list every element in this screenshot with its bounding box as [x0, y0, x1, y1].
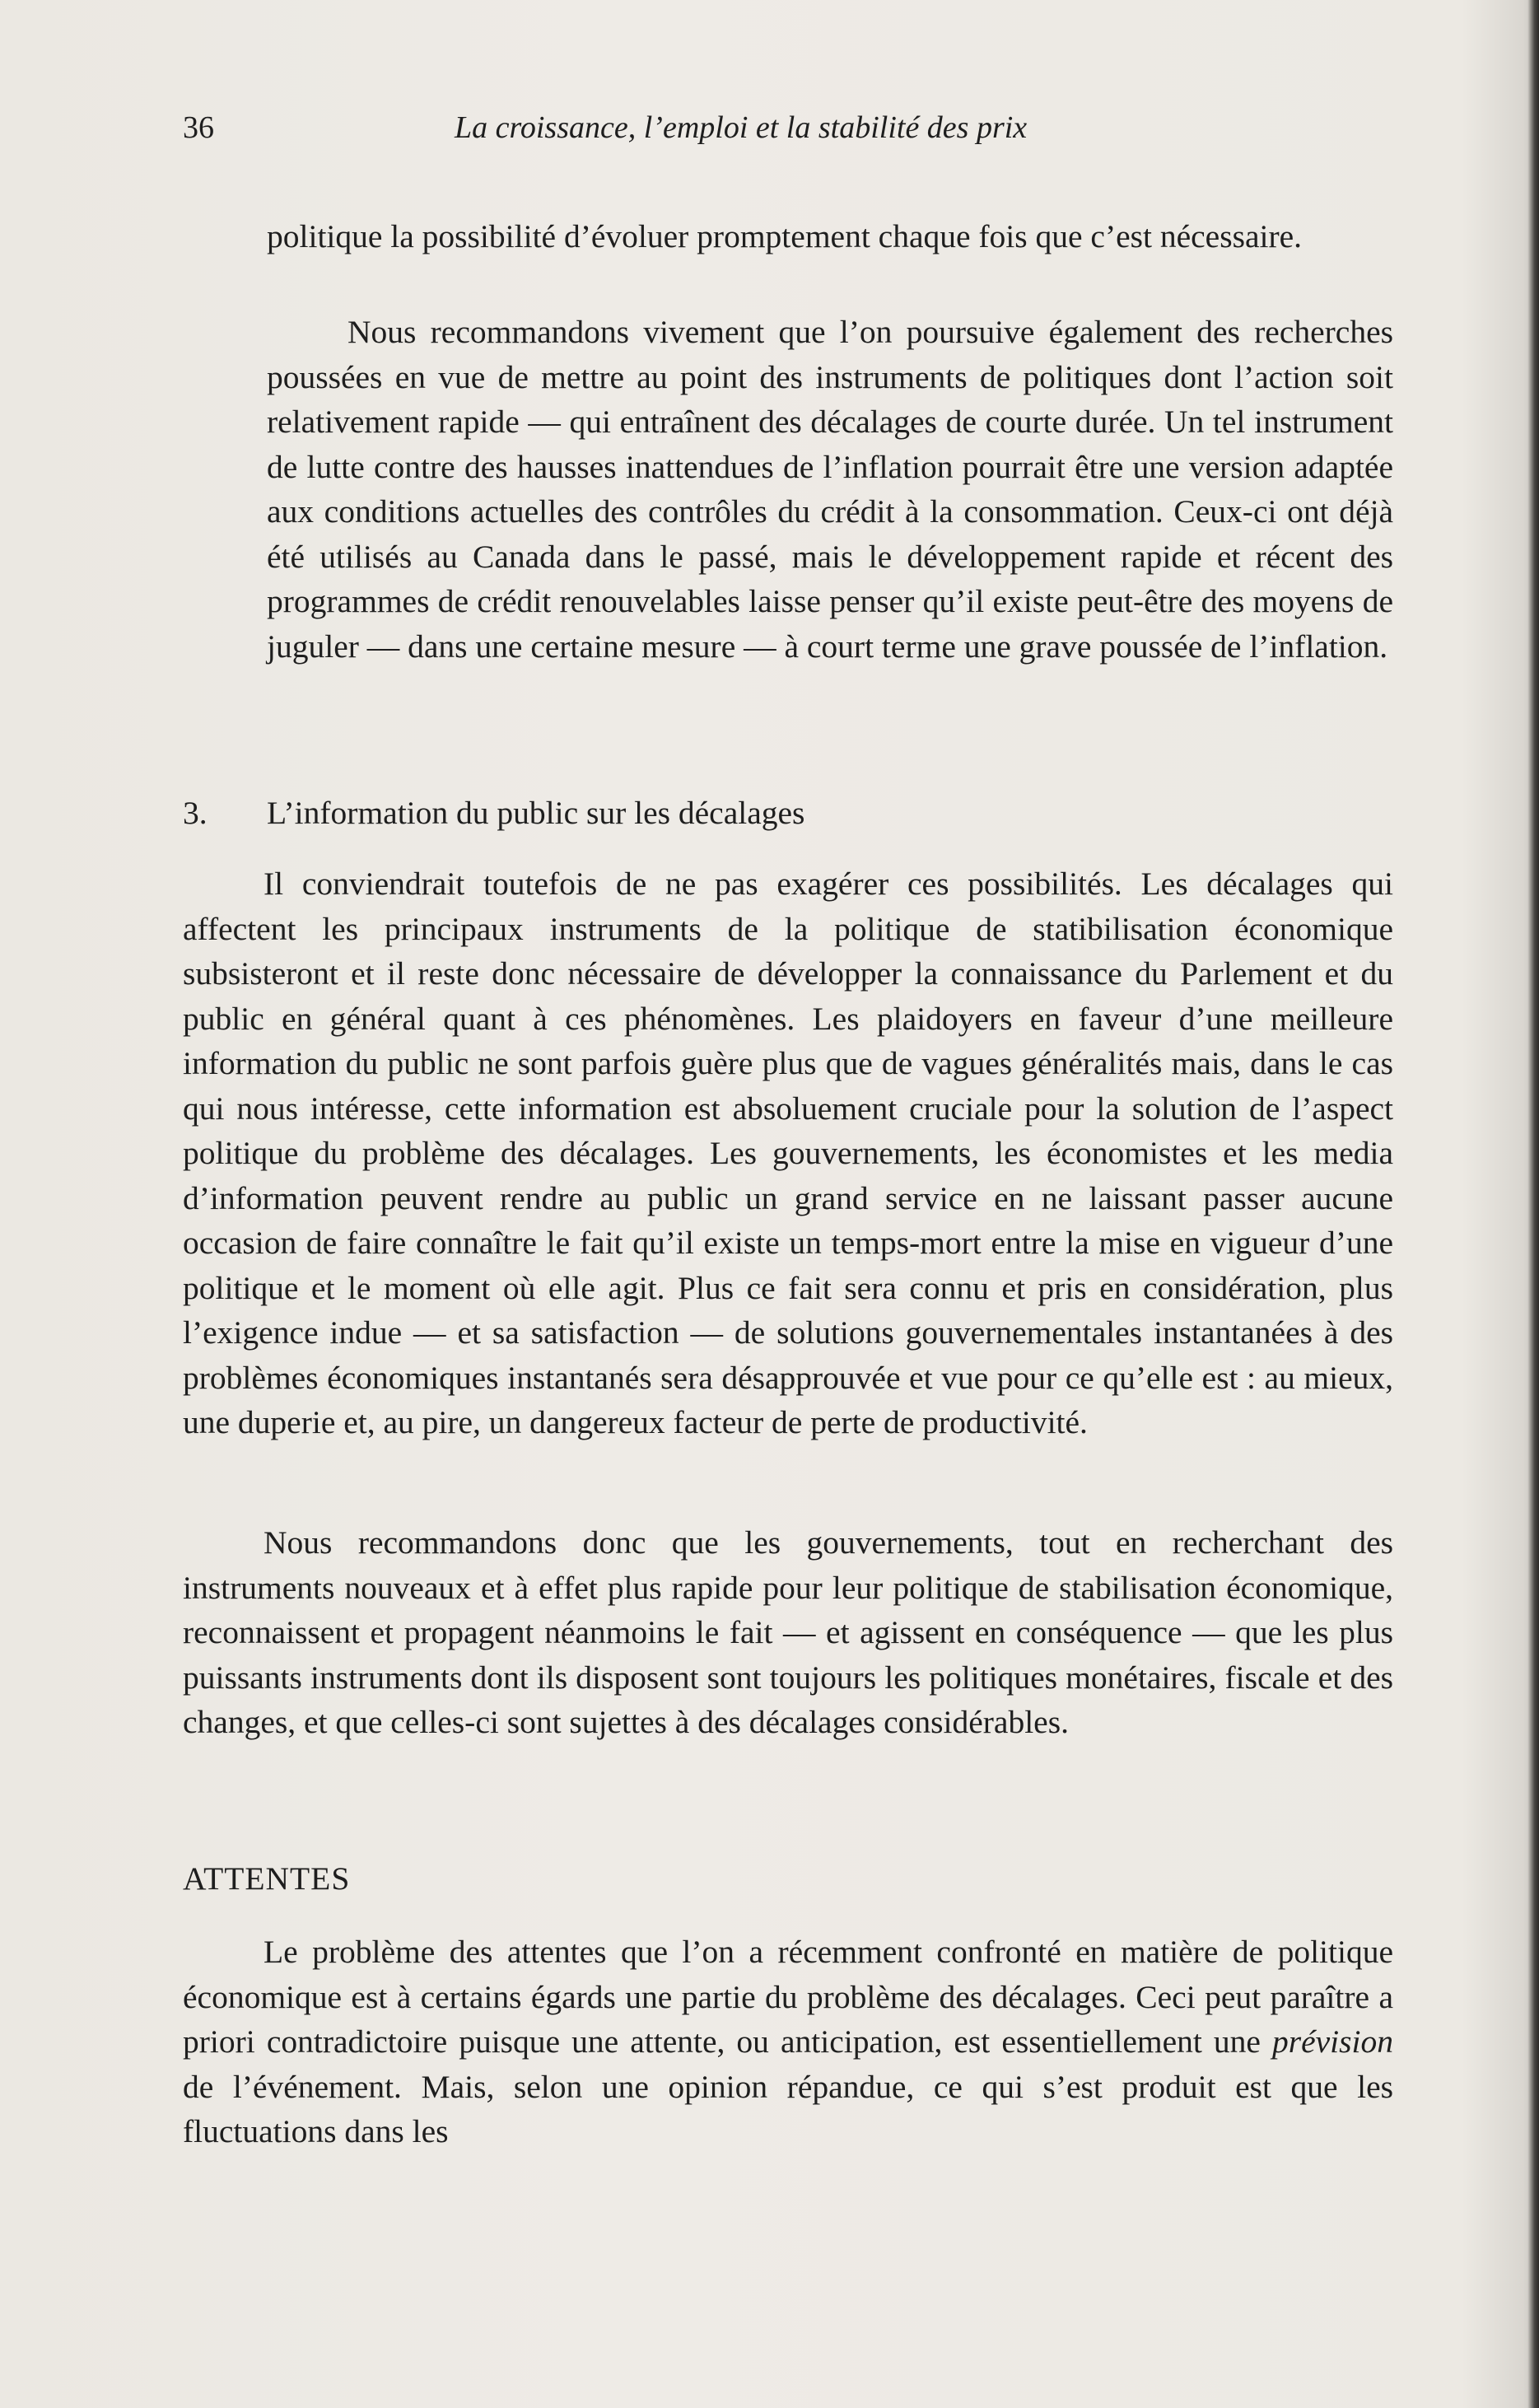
- paragraph-recommendation: Nous recommandons vivement que l’on poursuive également des recherches poussées en vue de mettre au point des instruments de politiques dont l’action soit relativement rapide — qui entraînent des décalages de courte durée. Un tel instrument de lutte contre des hausses inattendues de l’inflation pourrait être une version adaptée aux conditions actuelles des contrôles du crédit à la consommation. Ceux-ci ont déjà été utilisés au Canada dans le passé, mais le développement rapide et récent des programmes de crédit renouvelables laisse penser qu’il existe peut-être des moyens de juguler — dans une certaine mesure — à court terme une grave poussée de l’inflation.: [267, 314, 1393, 665]
- paragraph-recommendation-2: Nous recommandons donc que les gouvernements, tout en recherchant des instruments nouveaux et à effet plus rapide pour leur politique de stabilisation économique, reconnaissent et propagent néanmoins le fait — et agissent en conséquence — que les plus puissants instruments dont ils disposent sont toujours les politiques monétaires, fiscale et des changes, et que celles-ci sont sujettes à des décalages considérables.: [183, 1524, 1393, 1740]
- page-number: 36: [183, 110, 214, 145]
- paragraph-attentes-part1: Le problème des attentes que l’on a récemment confronté en matière de politique économique est à certains égards une partie du problème des décalages. Ceci peut paraître a priori contradictoire puisque une attente, ou anticipation, est essentiellement une: [183, 1934, 1393, 2060]
- section-heading-attentes: ATTENTES: [183, 1860, 351, 1897]
- running-title: La croissance, l’emploi et la stabilité des prix: [455, 110, 1028, 145]
- paragraph-attentes-part2: de l’événement. Mais, selon une opinion répandue, ce qui s’est produit est que les fluctuations dans les: [183, 2068, 1393, 2149]
- paragraph-continued: politique la possibilité d’évoluer promptement chaque fois que c’est nécessaire.: [267, 218, 1303, 254]
- paragraph-attentes: [183, 1930, 1393, 2154]
- book-spine-shadow: [1527, 0, 1539, 2408]
- emphasis-prevision: prévision: [1271, 2023, 1393, 2060]
- section-number: 3.: [183, 795, 208, 831]
- paragraph-information: Il conviendrait toutefois de ne pas exagérer ces possibilités. Les décalages qui affectent les principaux instruments de la politique de statibilisation économique subsisteront et il reste donc nécessaire de développer la connaissance du Parlement et du public en général quant à ces phénomènes. Les plaidoyers en faveur d’une meilleure information du public ne sont parfois guère plus que de vagues généralités mais, dans le cas qui nous intéresse, cette information est absoluement cruciale pour la solution de l’aspect politique du problème des décalages. Les gouvernements, les économistes et les media d’information peuvent rendre au public un grand service en ne laissant passer aucune occasion de faire connaître le fait qu’il existe un temps-mort entre la mise en vigueur d’une politique et le moment où elle agit. Plus ce fait sera connu et pris en considération, plus l’exigence indue — et sa satisfaction — de solutions gouvernementales instantanées à des problèmes économiques instantanés sera désapprouvée et vue pour ce qu’elle est : au mieux, une duperie et, au pire, un dangereux facteur de perte de productivité.: [183, 866, 1393, 1440]
- section-title: L’information du public sur les décalages: [267, 795, 805, 831]
